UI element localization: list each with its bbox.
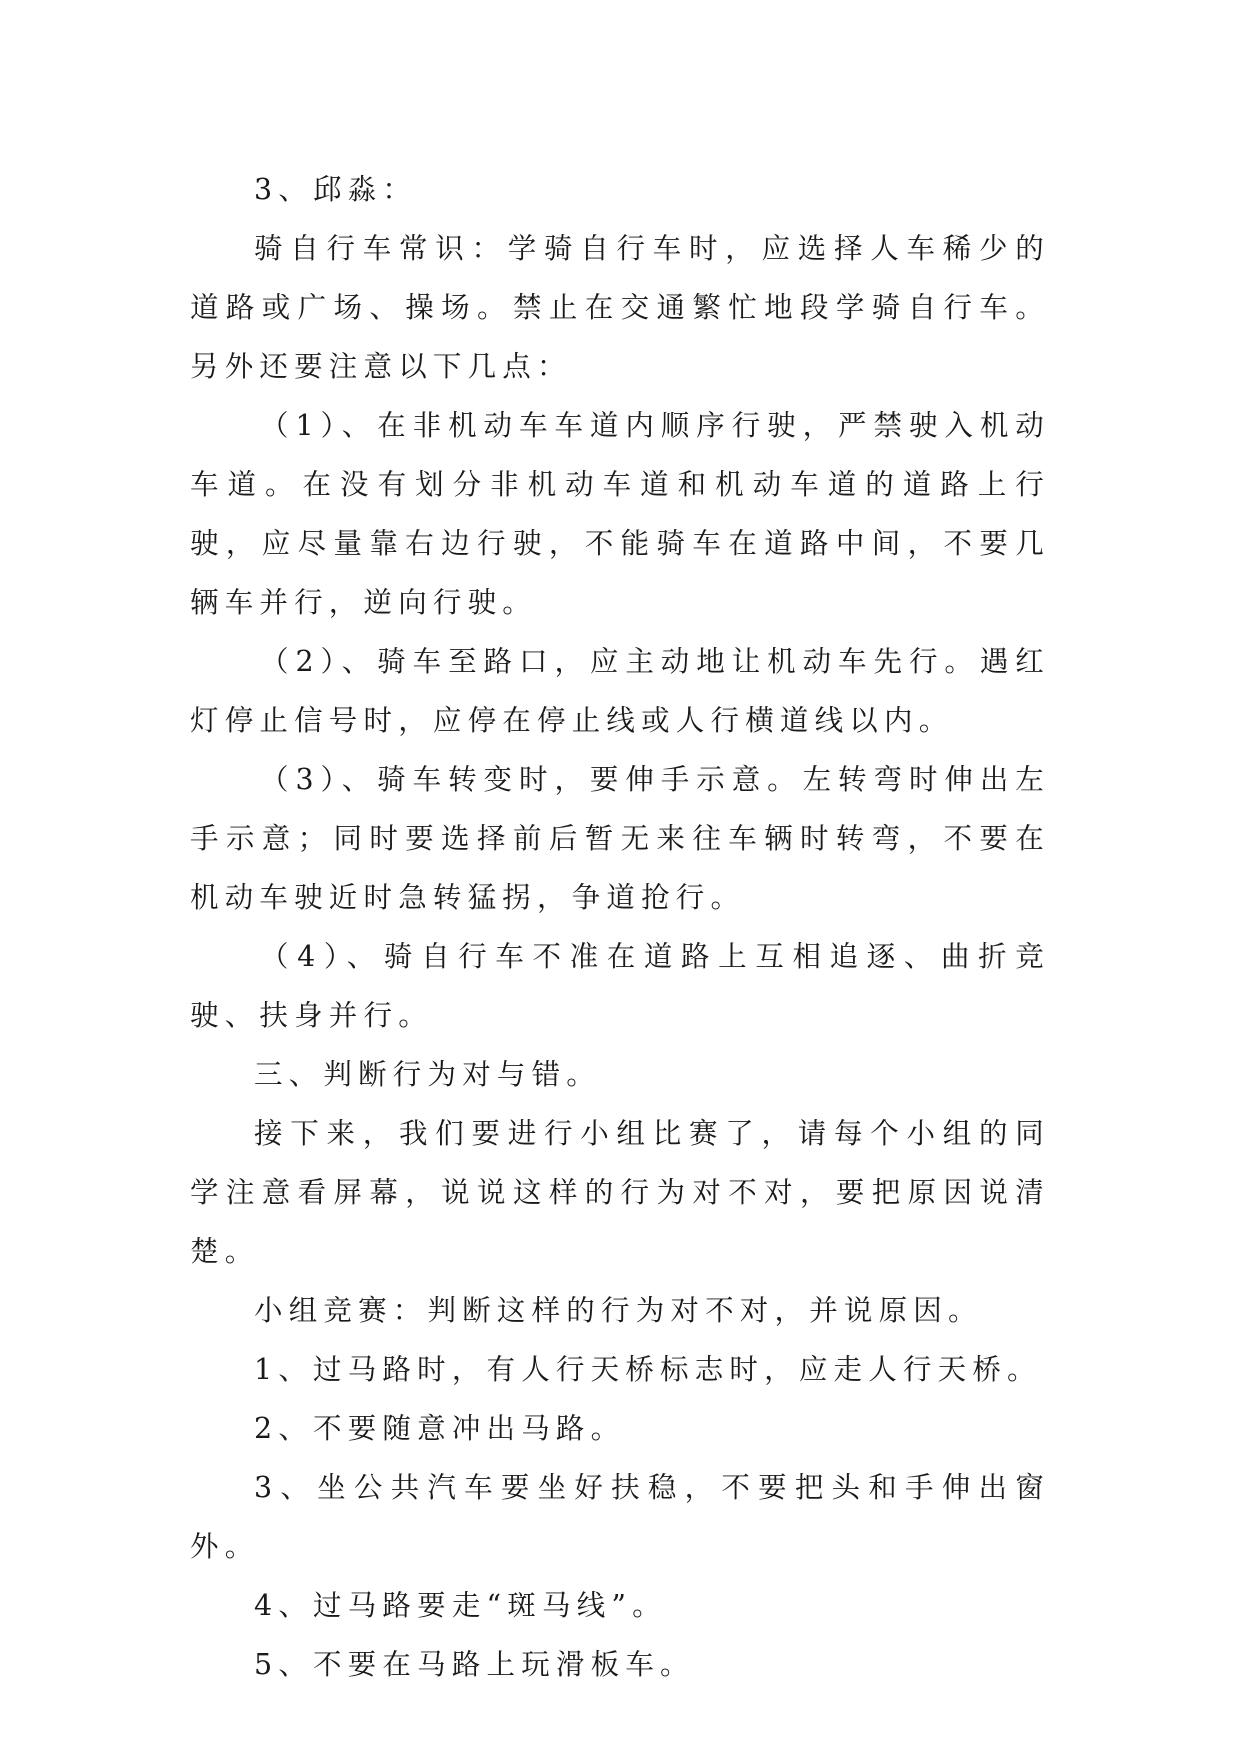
paragraph-rule-4: （4）、骑自行车不准在道路上互相追逐、曲折竞驶、扶身并行。 xyxy=(190,940,1050,1032)
list-item: 4、过马路要走“斑马线”。 xyxy=(254,1589,667,1622)
paragraph-group-contest: 小组竞赛：判断这样的行为对不对，并说原因。 xyxy=(254,1294,983,1327)
paragraph-speaker: 3、邱淼： xyxy=(254,173,418,206)
paragraph-group-intro: 接下来，我们要进行小组比赛了，请每个小组的同学注意看屏幕，说说这样的行为对不对，要把原因说清楚。 xyxy=(190,1117,1050,1268)
paragraph-bike-knowledge: 骑自行车常识：学骑自行车时，应选择人车稀少的道路或广场、操场。禁止在交通繁忙地段学骑自行车。另外还要注意以下几点： xyxy=(190,232,1050,383)
section-heading: 三、判断行为对与错。 xyxy=(254,1058,602,1091)
paragraph-rule-1: （1）、在非机动车车道内顺序行驶，严禁驶入机动车道。在没有划分非机动车道和机动车道的道路上行驶，应尽量靠右边行驶，不能骑车在道路中间，不要几辆车并行，逆向行驶。 xyxy=(190,409,1050,619)
list-item: 2、不要随意冲出马路。 xyxy=(254,1412,626,1445)
paragraph-rule-3: （3）、骑车转变时，要伸手示意。左转弯时伸出左手示意；同时要选择前后暂无来往车辆时转弯，不要在机动车驶近时急转猛拐，争道抢行。 xyxy=(190,763,1050,914)
list-item: 1、过马路时，有人行天桥标志时，应走人行天桥。 xyxy=(254,1353,1042,1386)
paragraph-rule-2: （2）、骑车至路口，应主动地让机动车先行。遇红灯停止信号时，应停在停止线或人行横道线以内。 xyxy=(190,645,1050,737)
list-item: 3、坐公共汽车要坐好扶稳，不要把头和手伸出窗外。 xyxy=(190,1471,1050,1563)
list-item: 5、不要在马路上玩滑板车。 xyxy=(254,1648,695,1681)
document-body xyxy=(190,160,1050,1694)
